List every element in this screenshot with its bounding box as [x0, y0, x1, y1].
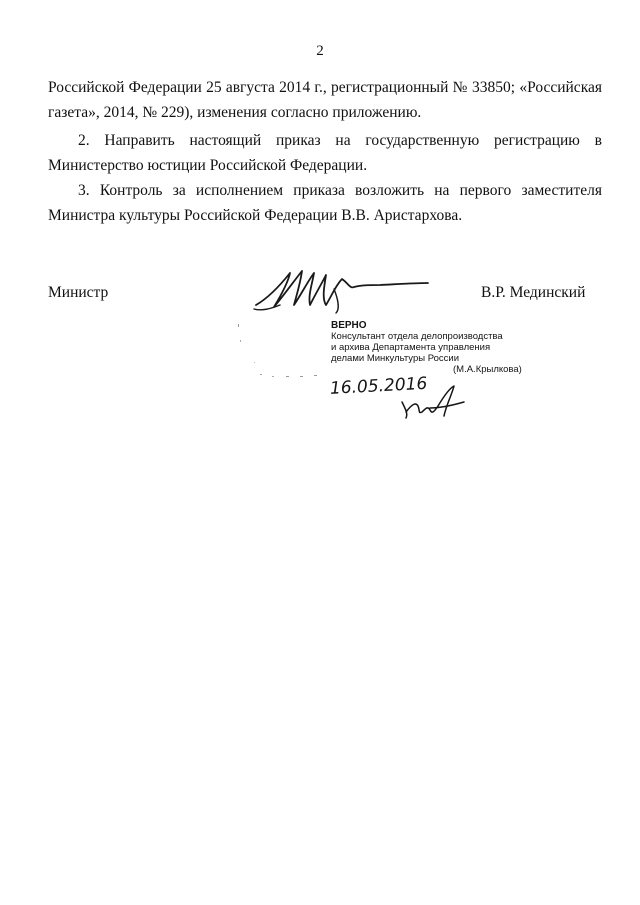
signatory-title: Министр [48, 284, 109, 301]
stamp-line-3: делами Минкультуры России [331, 353, 460, 364]
scan-artifacts [230, 318, 330, 388]
stamp-line-4: (М.А.Крылкова) [453, 364, 522, 375]
handwritten-date: 16.05.2016 [329, 373, 428, 399]
page-number: 2 [316, 43, 324, 59]
signatory-name: В.Р. Мединский [481, 284, 586, 301]
stamp-heading: ВЕРНО [331, 320, 367, 331]
stamp-line-2: и архива Департамента управления [331, 342, 491, 353]
paragraph-3: 3. Контроль за исполнением приказа возложить на первого заместителя Министра культуры Российской Федерации В.В. Аристархова. [48, 182, 602, 224]
paragraph-1: Российской Федерации 25 августа 2014 г., регистрационный № 33850; «Российская газета», 2014, № 229), изменения согласно приложению. [48, 79, 602, 121]
minister-signature [250, 265, 440, 315]
stamp-line-1: Консультант отдела делопроизводства [331, 331, 503, 342]
paragraph-2: 2. Направить настоящий приказ на государственную регистрацию в Министерство юстиции Российской Федерации. [48, 132, 602, 174]
handwritten-date-and-initials [326, 372, 476, 422]
certification-stamp [331, 320, 522, 375]
